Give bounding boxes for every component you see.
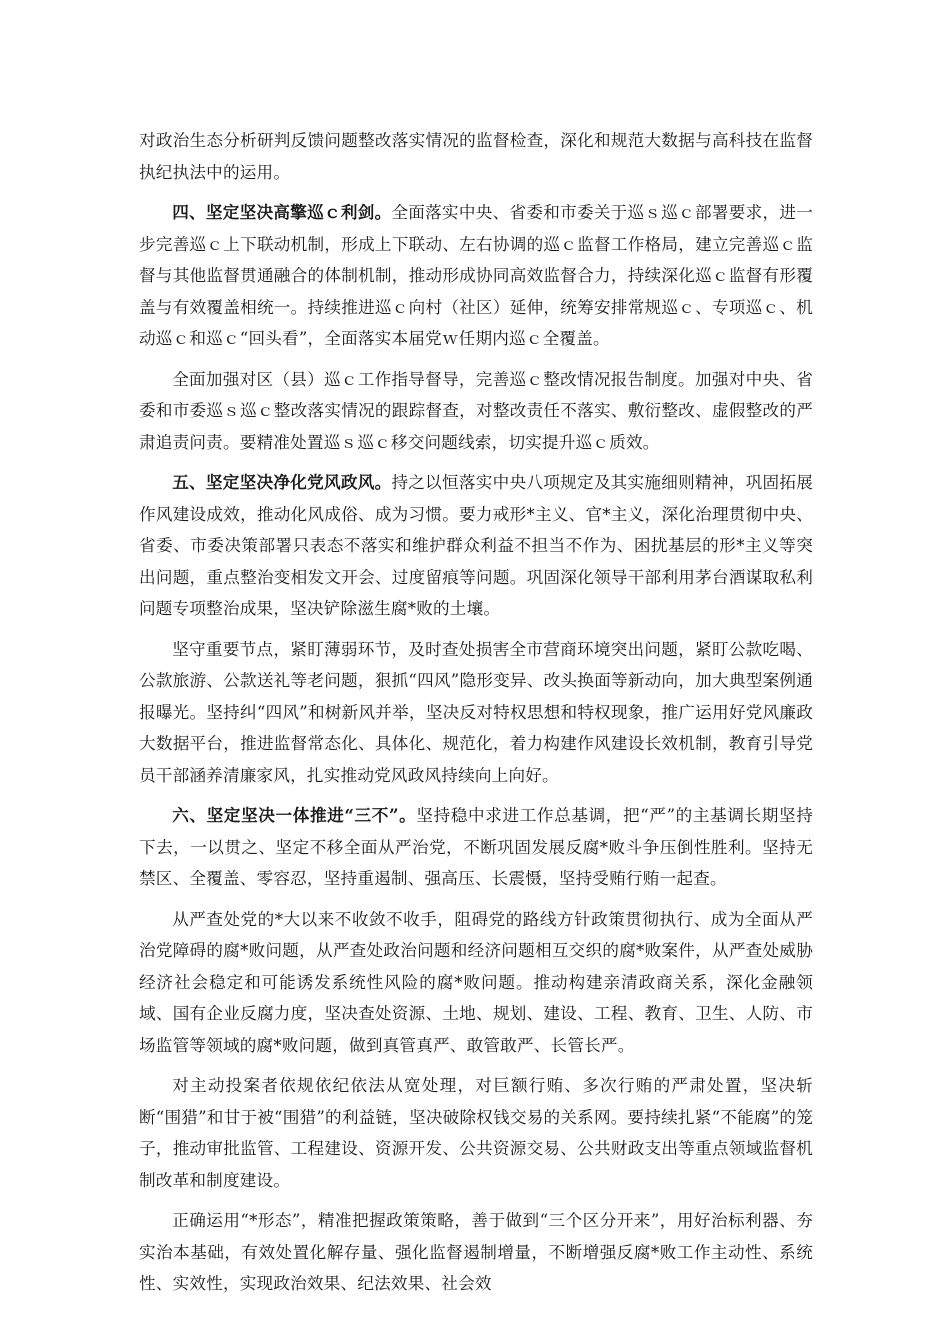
paragraph-7: [139, 904, 813, 1062]
paragraph-9: [139, 1205, 813, 1300]
paragraph-4: [139, 467, 813, 625]
paragraph-3: [139, 364, 813, 459]
paragraph-text: 对主动投案者依规依纪依法从宽处理，对巨额行贿、多次行贿的严肃处置，坚决斩断“围猎”和甘于被“围猎”的利益链，坚决破除权钱交易的关系网。要持续扎紧“不能腐”的笼子，推动审批监管、工程建设、资源开发、公共资源交易、公共财政支出等重点领域监督机制改革和制度建设。: [139, 1076, 813, 1190]
paragraph-text: 全面落实中央、省委和市委关于巡ｓ巡ｃ部署要求，进一步完善巡ｃ上下联动机制，形成上下联动、左右协调的巡ｃ监督工作格局，建立完善巡ｃ监督与其他监督贯通融合的体制机制，推动形成协同高效监督合力，持续深化巡ｃ监督有形覆盖与有效覆盖相统一。持续推进巡ｃ向村（社区）延伸，统筹安排常规巡ｃ、专项巡ｃ、机动巡ｃ和巡ｃ“回头看”，全面落实本届党ｗ任期内巡ｃ全覆盖。: [139, 203, 813, 348]
paragraph-text: 坚持稳中求进工作总基调，把“严”的主基调长期坚持下去，一以贯之、坚定不移全面从严治党，不断巩固发展反腐*败斗争压倒性胜利。坚持无禁区、全覆盖、零容忍，坚持重遏制、强高压、长震慑，坚持受贿行贿一起查。: [139, 806, 814, 888]
paragraph-2: [139, 197, 813, 355]
section-heading-6: 六、坚定坚决一体推进“三不”。: [172, 805, 417, 825]
document-page: [139, 125, 813, 1309]
paragraph-text: 持之以恒落实中央八项规定及其实施细则精神，巩固拓展作风建设成效，推动化风成俗、成为习惯。要力戒形*主义、官*主义，深化治理贯彻中央、省委、市委决策部署只表态不落实和维护群众利益不担当不作为、困扰基层的形*主义等突出问题，重点整治变相发文开会、过度留痕等问题。巩固深化领导干部利用茅台酒谋取私利问题专项整治成果，坚决铲除滋生腐*败的土壤。: [139, 473, 813, 618]
paragraph-text: 对政治生态分析研判反馈问题整改落实情况的监督检查，深化和规范大数据与高科技在监督执纪执法中的运用。: [139, 131, 813, 182]
paragraph-text: 正确运用“*形态”，精准把握政策策略，善于做到“三个区分开来”，用好治标利器、夯实治本基础，有效处置化解存量、强化监督遏制增量，不断增强反腐*败工作主动性、系统性、实效性，实现政治效果、纪法效果、社会效: [139, 1211, 813, 1293]
paragraph-1: [139, 125, 813, 188]
paragraph-text: 全面加强对区（县）巡ｃ工作指导督导，完善巡ｃ整改情况报告制度。加强对中央、省委和市委巡ｓ巡ｃ整改落实情况的跟踪督查，对整改责任不落实、敷衍整改、虚假整改的严肃追责问责。要精准处置巡ｓ巡ｃ移交问题线索，切实提升巡ｃ质效。: [139, 369, 813, 452]
section-heading-4: 四、坚定坚决高擎巡ｃ利剑。: [172, 202, 392, 222]
paragraph-8: [139, 1070, 813, 1196]
paragraph-text: 坚守重要节点，紧盯薄弱环节，及时查处损害全市营商环境突出问题，紧盯公款吃喝、公款旅游、公款送礼等老问题，狠抓“四风”隐形变异、改头换面等新动向，加大典型案例通报曝光。坚持纠“四风”和树新风并举，坚决反对特权思想和特权现象，推广运用好党风廉政大数据平台，推进监督常态化、具体化、规范化，着力构建作风建设长效机制，教育引导党员干部涵养清廉家风，扎实推动党风政风持续向上向好。: [139, 639, 813, 785]
paragraph-6: [139, 800, 813, 895]
paragraph-text: 从严查处党的*大以来不收敛不收手，阻碍党的路线方针政策贯彻执行、成为全面从严治党障碍的腐*败问题，从严查处政治问题和经济问题相互交织的腐*败案件，从严查处威胁经济社会稳定和可能诱发系统性风险的腐*败问题。推动构建亲清政商关系，深化金融领域、国有企业反腐力度，坚决查处资源、土地、规划、建设、工程、教育、卫生、人防、市场监管等领域的腐*败问题，做到真管真严、敢管敢严、长管长严。: [139, 909, 813, 1055]
paragraph-5: [139, 634, 813, 792]
section-heading-5: 五、坚定坚决净化党风政风。: [172, 472, 392, 492]
